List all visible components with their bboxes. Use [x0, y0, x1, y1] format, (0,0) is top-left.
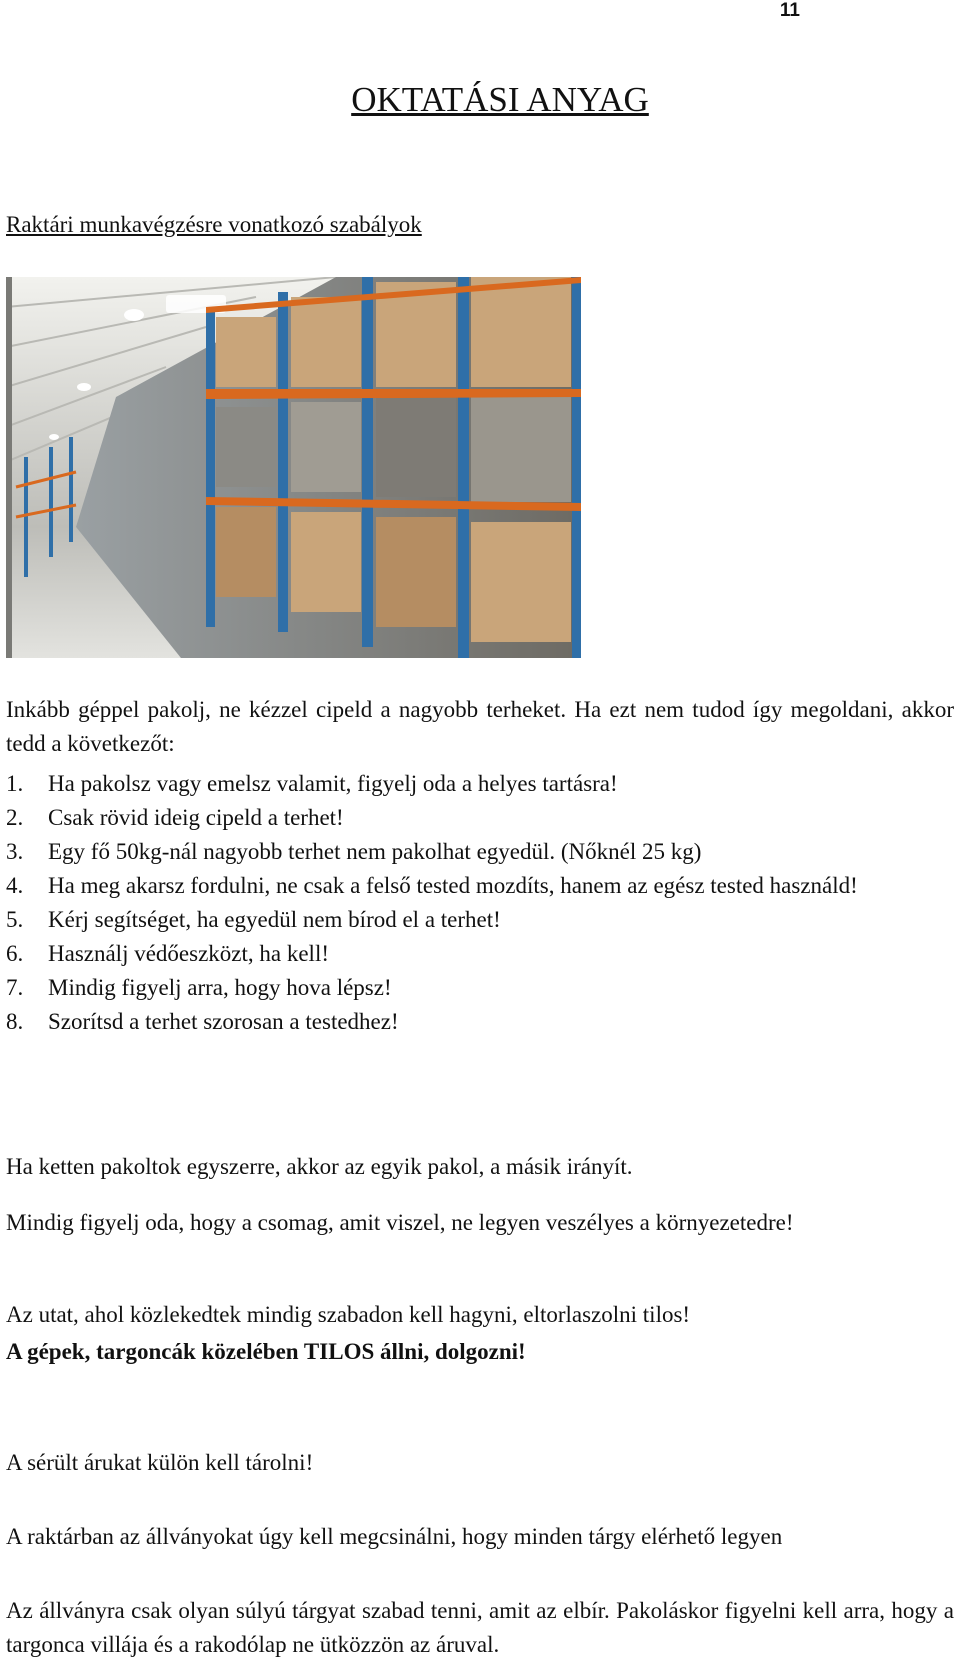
rules-list	[6, 767, 954, 1039]
list-item	[6, 801, 954, 835]
list-item	[6, 835, 954, 869]
list-number: 7.	[6, 975, 24, 1000]
list-item	[6, 971, 954, 1005]
warehouse-photo	[6, 277, 581, 658]
list-item	[6, 937, 954, 971]
paragraph-teamwork: Ha ketten pakoltok egyszerre, akkor az egyik pakol, a másik irányít.	[6, 1154, 633, 1179]
list-item	[6, 903, 954, 937]
list-text: Egy fő 50kg-nál nagyobb terhet nem pakolhat egyedül. (Nőknél 25 kg)	[48, 839, 702, 864]
list-item	[6, 767, 954, 801]
warehouse-illustration	[6, 277, 581, 658]
section-subtitle: Raktári munkavégzésre vonatkozó szabályok	[6, 212, 422, 237]
list-text: Ha meg akarsz fordulni, ne csak a felső tested mozdíts, hanem az egész tested használd!	[48, 873, 858, 898]
list-number: 3.	[6, 839, 24, 864]
paragraph-damaged-goods: A sérült árukat külön kell tárolni!	[6, 1450, 314, 1475]
list-number: 5.	[6, 907, 24, 932]
list-text: Kérj segítséget, ha egyedül nem bírod el a terhet!	[48, 907, 501, 932]
paragraph-clear-path: Az utat, ahol közlekedtek mindig szabadon kell hagyni, eltorlaszolni tilos!	[6, 1302, 691, 1327]
list-text: Csak rövid ideig cipeld a terhet!	[48, 805, 344, 830]
document-title: OKTATÁSI ANYAG	[351, 80, 649, 119]
list-number: 8.	[6, 1009, 24, 1034]
list-item	[6, 1005, 954, 1039]
list-text: Ha pakolsz vagy emelsz valamit, figyelj oda a helyes tartásra!	[48, 771, 618, 796]
paragraph-forklift-warning: A gépek, targoncák közelében TILOS állni, dolgozni!	[6, 1339, 526, 1364]
paragraph-package-safety: Mindig figyelj oda, hogy a csomag, amit viszel, ne legyen veszélyes a környezetedre!	[6, 1210, 794, 1235]
list-text: Mindig figyelj arra, hogy hova lépsz!	[48, 975, 392, 1000]
list-text: Szorítsd a terhet szorosan a testedhez!	[48, 1009, 399, 1034]
list-number: 4.	[6, 873, 24, 898]
list-item	[6, 869, 954, 903]
intro-paragraph: Inkább géppel pakolj, ne kézzel cipeld a nagyobb terheket. Ha ezt nem tudod így megoldani, akkor tedd a következőt:	[6, 697, 954, 756]
list-number: 1.	[6, 771, 24, 796]
list-text: Használj védőeszközt, ha kell!	[48, 941, 329, 966]
paragraph-load-weight: Az állványra csak olyan súlyú tárgyat szabad tenni, amit az elbír. Pakoláskor figyelni kell arra, hogy a targonca villája és a rakodólap ne ütközzön az áruval.	[6, 1598, 954, 1657]
list-number: 2.	[6, 805, 24, 830]
paragraph-shelving: A raktárban az állványokat úgy kell megcsinálni, hogy minden tárgy elérhető legyen	[6, 1524, 783, 1549]
list-number: 6.	[6, 941, 24, 966]
page-number: 11	[779, 0, 800, 21]
